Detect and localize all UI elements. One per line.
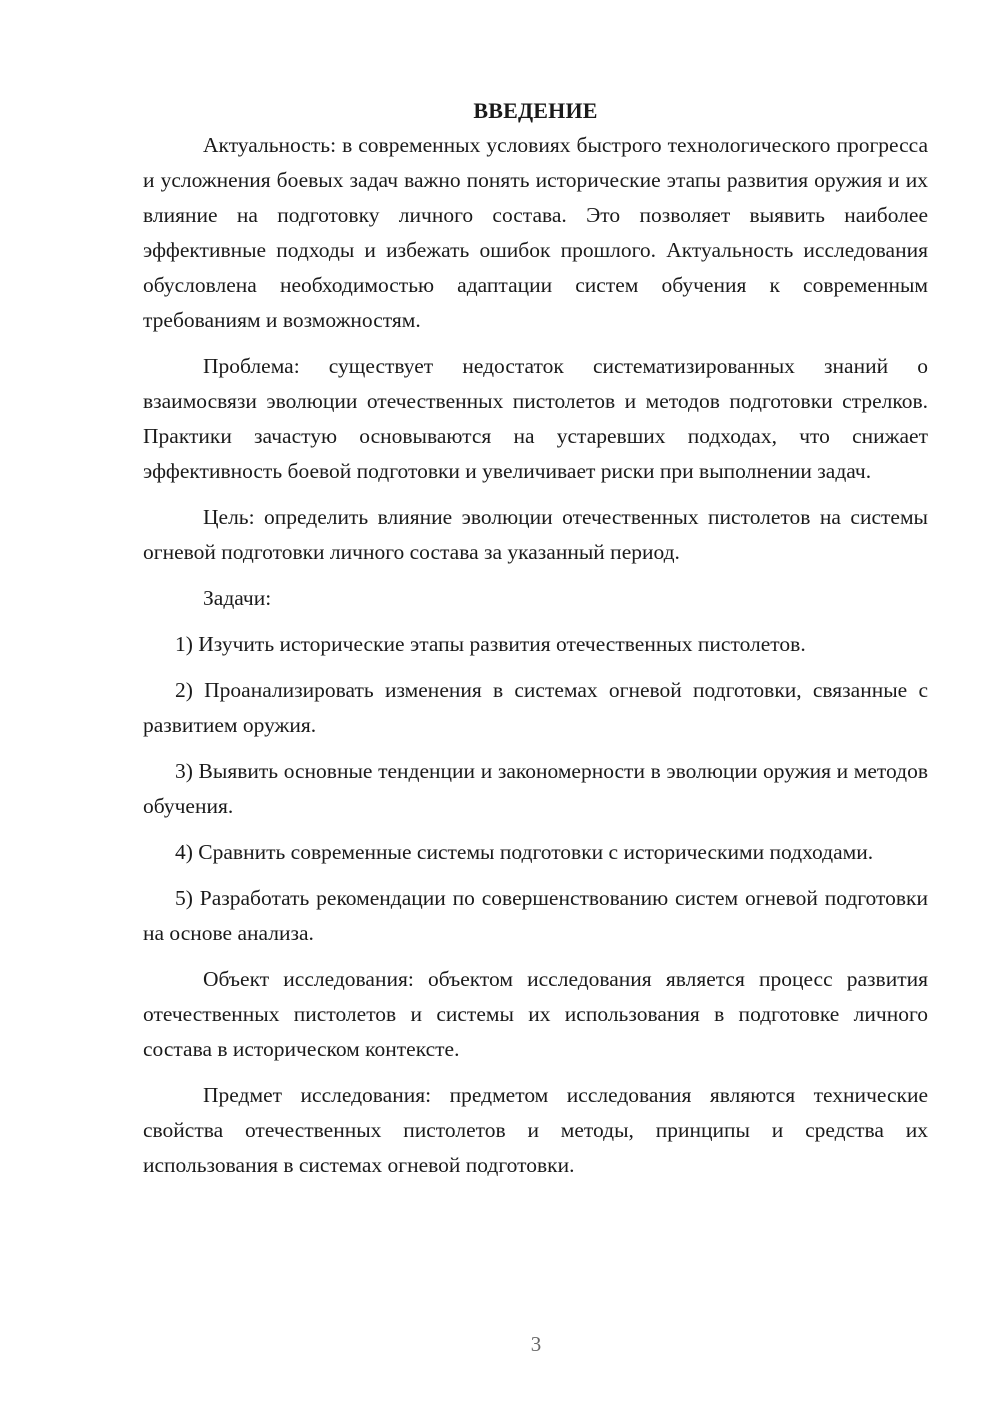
object-paragraph: Объект исследования: объектом исследования является процесс развития отечественных пистолетов и системы их использования в подготовке личного состава в историческом контексте.	[143, 967, 928, 1061]
task-item-2: 2) Проанализировать изменения в системах огневой подготовки, связанные с развитием оружия.	[143, 678, 928, 737]
task-item-3: 3) Выявить основные тенденции и закономерности в эволюции оружия и методов обучения.	[143, 759, 928, 818]
subject-paragraph: Предмет исследования: предметом исследования являются технические свойства отечественных пистолетов и методы, принципы и средства их использования в системах огневой подготовки.	[143, 1083, 928, 1177]
task-item-5: 5) Разработать рекомендации по совершенствованию систем огневой подготовки на основе анализа.	[143, 886, 928, 945]
goal-paragraph: Цель: определить влияние эволюции отечественных пистолетов на системы огневой подготовки личного состава за указанный период.	[143, 505, 928, 564]
problem-paragraph: Проблема: существует недостаток систематизированных знаний о взаимосвязи эволюции отечественных пистолетов и методов подготовки стрелков. Практики зачастую основываются на устаревших подходах, что снижает эффективность боевой подготовки и увеличивает риски при выполнении задач.	[143, 354, 928, 483]
page-title: ВВЕДЕНИЕ	[473, 98, 598, 123]
task-item-1: 1) Изучить исторические этапы развития отечественных пистолетов.	[175, 632, 806, 656]
relevance-paragraph: Актуальность: в современных условиях быстрого технологического прогресса и усложнения боевых задач важно понять исторические этапы развития оружия и их влияние на подготовку личного состава. Это позволяет выявить наиболее эффективные подходы и избежать ошибок прошлого. Актуальность исследования обусловлена необходимостью адаптации систем обучения к современным требованиям и возможностям.	[143, 133, 928, 332]
page-number: 3	[530, 1332, 542, 1356]
tasks-heading: Задачи:	[203, 586, 272, 610]
document-page	[143, 93, 928, 1183]
task-item-4: 4) Сравнить современные системы подготовки с историческими подходами.	[175, 840, 874, 864]
